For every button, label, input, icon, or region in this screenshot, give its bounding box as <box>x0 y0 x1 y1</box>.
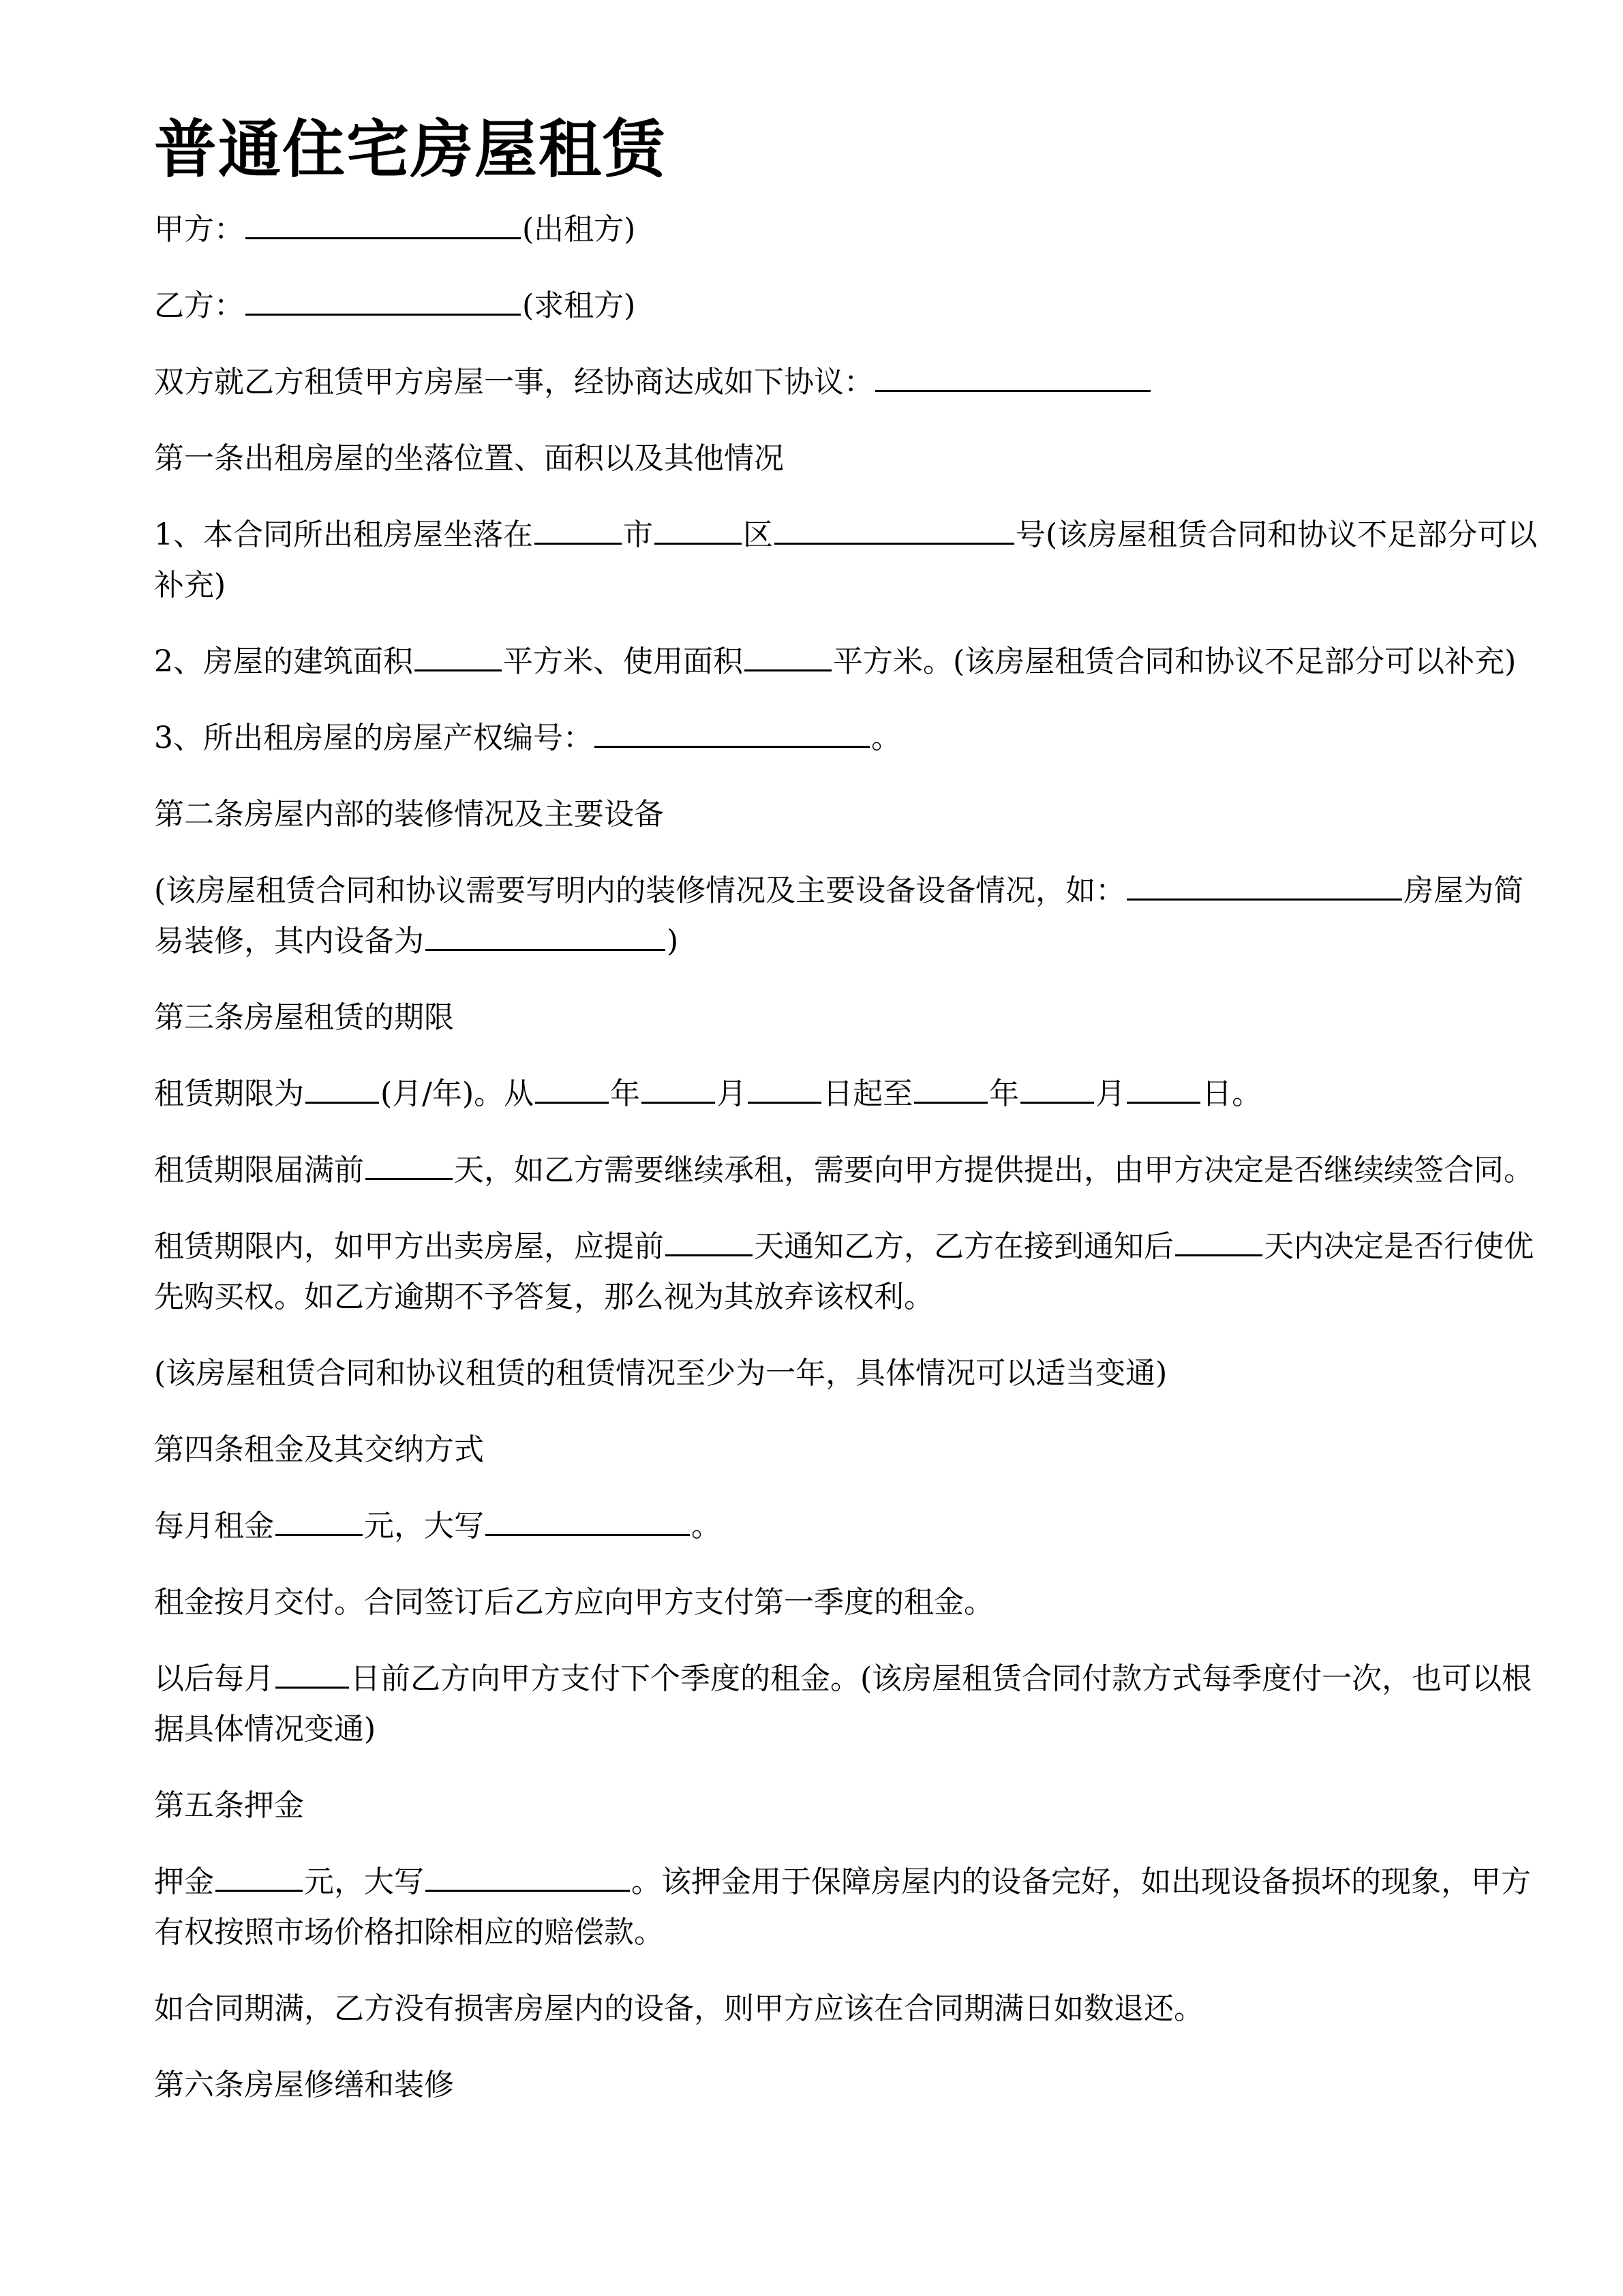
art2-text-a: (该房屋租赁合同和协议需要写明内的装修情况及主要设备设备情况，如： <box>154 873 1126 908</box>
article-4-rent <box>154 1501 1545 1552</box>
term-text-h: 日。 <box>1202 1076 1262 1111</box>
party-b-line <box>154 281 1545 331</box>
term-text-d: 月 <box>716 1076 747 1111</box>
deposit-text-a: 押金 <box>154 1864 214 1899</box>
party-b-suffix: (求租方) <box>522 288 636 323</box>
party-a-line <box>154 205 1545 255</box>
pay-day-blank <box>275 1657 349 1689</box>
sale-text-a: 租赁期限内，如甲方出卖房屋，应提前 <box>154 1229 664 1264</box>
term-text-c: 年 <box>610 1076 641 1111</box>
address-blank <box>774 513 1014 545</box>
article-2-heading: 第二条房屋内部的装修情况及主要设备 <box>154 797 664 832</box>
start-month-blank <box>641 1072 715 1104</box>
renew-text-b: 天，如乙方需要继续承租，需要向甲方提供提出，由甲方决定是否继续续签合同。 <box>454 1153 1534 1188</box>
property-number-blank <box>594 716 870 748</box>
item2-text-c: 平方米。(该房屋租赁合同和协议不足部分可以补充) <box>833 644 1517 679</box>
article-3-term <box>154 1069 1545 1119</box>
article-3-heading: 第三条房屋租赁的期限 <box>154 1000 454 1035</box>
article-2-text <box>154 866 1545 967</box>
article-4-pay: 租金按月交付。合同签订后乙方应向甲方支付第一季度的租金。 <box>154 1585 994 1620</box>
renew-text-a: 租赁期限届满前 <box>154 1153 364 1188</box>
article-1-heading: 第一条出租房屋的坐落位置、面积以及其他情况 <box>154 441 784 476</box>
term-text-e: 日起至 <box>823 1076 913 1111</box>
article-4-heading: 第四条租金及其交纳方式 <box>154 1432 484 1467</box>
item1-text-b: 市 <box>623 517 653 552</box>
item3-text-b: 。 <box>871 721 901 755</box>
rent-text-a: 每月租金 <box>154 1509 274 1543</box>
district-blank <box>654 513 742 545</box>
article-5-refund: 如合同期满，乙方没有损害房屋内的设备，则甲方应该在合同期满日如数退还。 <box>154 1991 1204 2026</box>
intro-blank <box>875 360 1151 392</box>
article-6-heading: 第六条房屋修缮和装修 <box>154 2068 454 2102</box>
sale-text-c: 天内决定是否行使优先购买权。如乙方逾期不予答复，那么视为其放弃该权利。 <box>154 1229 1534 1314</box>
usable-area-blank <box>744 639 832 671</box>
end-year-blank <box>914 1072 988 1104</box>
party-a-suffix: (出租方) <box>522 212 636 247</box>
sale-text-b: 天通知乙方，乙方在接到通知后 <box>754 1229 1174 1264</box>
rent-text-b: 元，大写 <box>364 1509 484 1543</box>
later-text-b: 日前乙方向甲方支付下个季度的租金。(该房屋租赁合同付款方式每季度付一次，也可以根据具体情况变通) <box>154 1661 1532 1747</box>
article-5-deposit <box>154 1857 1545 1958</box>
item3-text-a: 3、所出租房屋的房屋产权编号： <box>154 721 593 755</box>
equipment-blank <box>425 919 665 951</box>
document-title: 普通住宅房屋租赁 <box>154 113 667 186</box>
intro-line <box>154 357 1545 408</box>
party-a-label: 甲方： <box>154 212 244 247</box>
party-b-label: 乙方： <box>154 288 244 323</box>
item1-text-a: 1、本合同所出租房屋坐落在 <box>154 517 533 552</box>
city-blank <box>534 513 622 545</box>
item1-text-c: 区 <box>743 517 773 552</box>
article-3-sale <box>154 1222 1545 1323</box>
later-text-a: 以后每月 <box>154 1661 274 1696</box>
rent-words-blank <box>485 1504 690 1536</box>
article-5-heading: 第五条押金 <box>154 1788 304 1823</box>
start-year-blank <box>535 1072 609 1104</box>
deposit-words-blank <box>425 1860 630 1892</box>
article-3-note: (该房屋租赁合同和协议租赁的租赁情况至少为一年，具体情况可以适当变通) <box>154 1356 1168 1391</box>
rent-amount-blank <box>275 1504 363 1536</box>
article-4-later <box>154 1654 1545 1755</box>
item2-text-a: 2、房屋的建筑面积 <box>154 644 413 679</box>
art2-text-b: 房屋为简易装修，其内设备为 <box>154 873 1524 958</box>
term-text-f: 年 <box>989 1076 1020 1111</box>
start-day-blank <box>748 1072 821 1104</box>
renew-days-blank <box>365 1148 453 1180</box>
term-text-a: 租赁期限为 <box>154 1076 304 1111</box>
term-text-g: 月 <box>1095 1076 1126 1111</box>
rent-text-c: 。 <box>691 1509 721 1543</box>
notice-days-blank <box>665 1224 753 1256</box>
end-month-blank <box>1020 1072 1094 1104</box>
deposit-text-c: 。该押金用于保障房屋内的设备完好，如出现设备损坏的现象，甲方有权按照市场价格扣除相应的赔偿款。 <box>154 1864 1531 1950</box>
term-text-b: (月/年)。从 <box>380 1076 534 1111</box>
item1-text-d: 号(该房屋租赁合同和协议不足部分可以补充) <box>154 517 1538 603</box>
article-3-renew <box>154 1145 1545 1196</box>
art2-text-c: ) <box>667 924 679 958</box>
contract-page <box>154 109 1545 2136</box>
item2-text-b: 平方米、使用面积 <box>503 644 743 679</box>
article-1-item-1 <box>154 510 1545 611</box>
decoration-blank <box>1127 868 1402 901</box>
decision-days-blank <box>1175 1224 1262 1256</box>
party-a-blank <box>245 207 521 239</box>
deposit-text-b: 元，大写 <box>304 1864 424 1899</box>
article-1-item-2 <box>154 637 1545 687</box>
intro-text: 双方就乙方租赁甲方房屋一事，经协商达成如下协议： <box>154 365 874 399</box>
party-b-blank <box>245 284 521 316</box>
term-length-blank <box>305 1072 379 1104</box>
building-area-blank <box>414 639 502 671</box>
end-day-blank <box>1127 1072 1200 1104</box>
deposit-amount-blank <box>215 1860 303 1892</box>
article-1-item-3 <box>154 713 1545 764</box>
